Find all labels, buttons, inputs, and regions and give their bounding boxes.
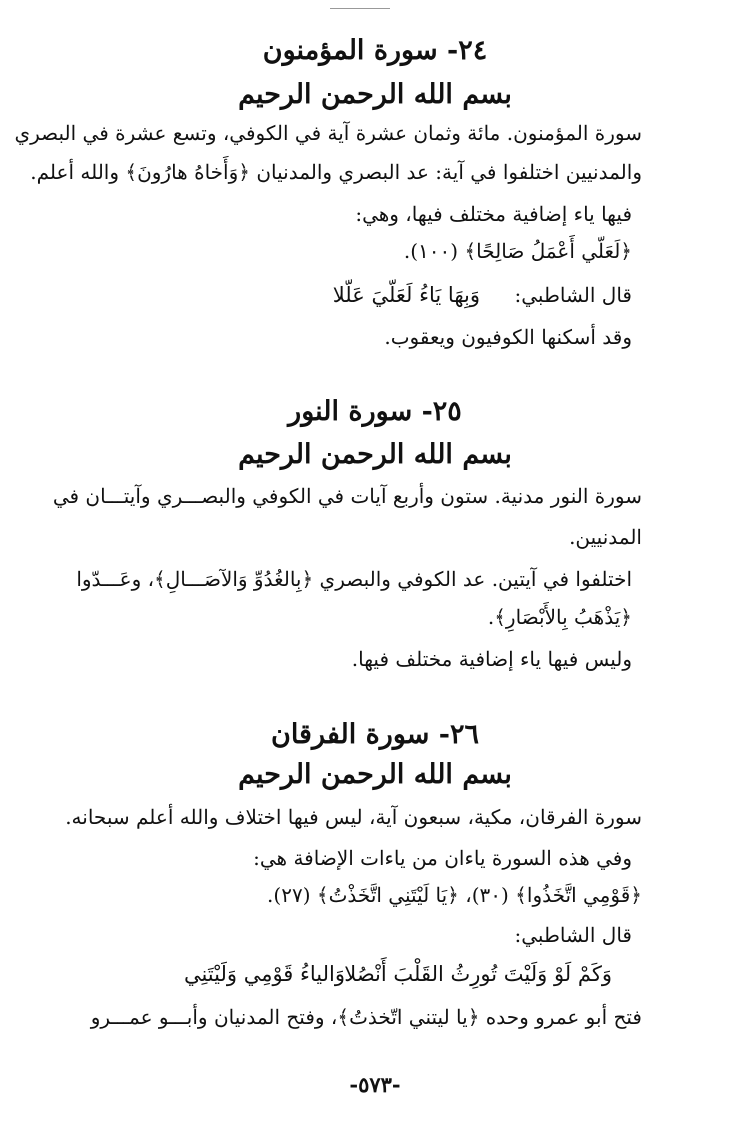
section-25-line-1: سورة النور مدنية. ستون وأربع آيات في الكوفي والبصـــري وآيتـــان في	[52, 484, 642, 508]
section-26-line-3: ﴿قَوْمِي اتَّخَذُوا﴾ (٣٠)، ﴿يَا لَيْتَنِي اتَّخَذْتُ﴾ (٢٧).	[267, 883, 642, 907]
page-number: -٥٧٣-	[349, 1072, 401, 1097]
section-26-title: ٢٦- سورة الفرقان	[270, 719, 480, 750]
section-26-poem-hemistich-2: وَكَمْ لَوْ وَلَيْتَ تُورِثُ القَلْبَ أَنْصُلا	[344, 962, 612, 986]
section-24-line-5: قال الشاطبي:	[514, 283, 632, 307]
section-25-basmala: بسم الله الرحمن الرحيم	[238, 439, 512, 470]
section-24-line-3: فيها ياء إضافية مختلف فيها، وهي:	[355, 202, 632, 226]
section-24-line-4: ﴿لَعَلّي أَعْمَلُ صَالِحًا﴾ (١٠٠).	[403, 239, 632, 263]
section-24-line-7: وقد أسكنها الكوفيون ويعقوب.	[384, 325, 632, 349]
section-26-poem-hemistich-1: وَالياءُ قَوْمِي وَلَيْتَنِي	[183, 962, 345, 986]
section-26-line-7: فتح أبو عمرو وحده ﴿يا ليتني اتّخذتُ﴾، وفتح المدنيان وأبـــو عمـــرو	[90, 1005, 642, 1029]
section-25-line-2: المدنيين.	[569, 525, 642, 549]
section-26-line-1: سورة الفرقان، مكية، سبعون آية، ليس فيها اختلاف والله أعلم سبحانه.	[65, 805, 642, 829]
section-24-basmala: بسم الله الرحمن الرحيم	[238, 79, 512, 110]
section-26-line-4: قال الشاطبي:	[514, 923, 632, 947]
section-25-title: ٢٥- سورة النور	[288, 396, 462, 427]
section-24-title: ٢٤- سورة المؤمنون	[262, 35, 488, 66]
section-24-poem-verse: وَبِهَا يَاءُ لَعَلّيَ عَلّلا	[332, 283, 480, 307]
section-26-basmala: بسم الله الرحمن الرحيم	[238, 759, 512, 790]
section-25-line-3: اختلفوا في آيتين. عد الكوفي والبصري ﴿بِالغُدُوِّ وَالآصَـــالِ﴾، وعَـــدّوا	[76, 567, 632, 591]
section-26-line-2: وفي هذه السورة ياءان من ياءات الإضافة هي:	[253, 846, 632, 870]
section-24-line-1: سورة المؤمنون. مائة وثمان عشرة آية في الكوفي، وتسع عشرة في البصري	[14, 121, 642, 145]
section-25-line-4: ﴿يَذْهَبُ بِالأَبْصَارِ﴾.	[487, 605, 632, 629]
section-25-line-5: وليس فيها ياء إضافية مختلف فيها.	[351, 647, 632, 671]
top-rule	[330, 8, 390, 9]
section-24-line-2: والمدنيين اختلفوا في آية: عد البصري والمدنيان ﴿وَأَخاهُ هارُونَ﴾ والله أعلم.	[30, 160, 642, 184]
